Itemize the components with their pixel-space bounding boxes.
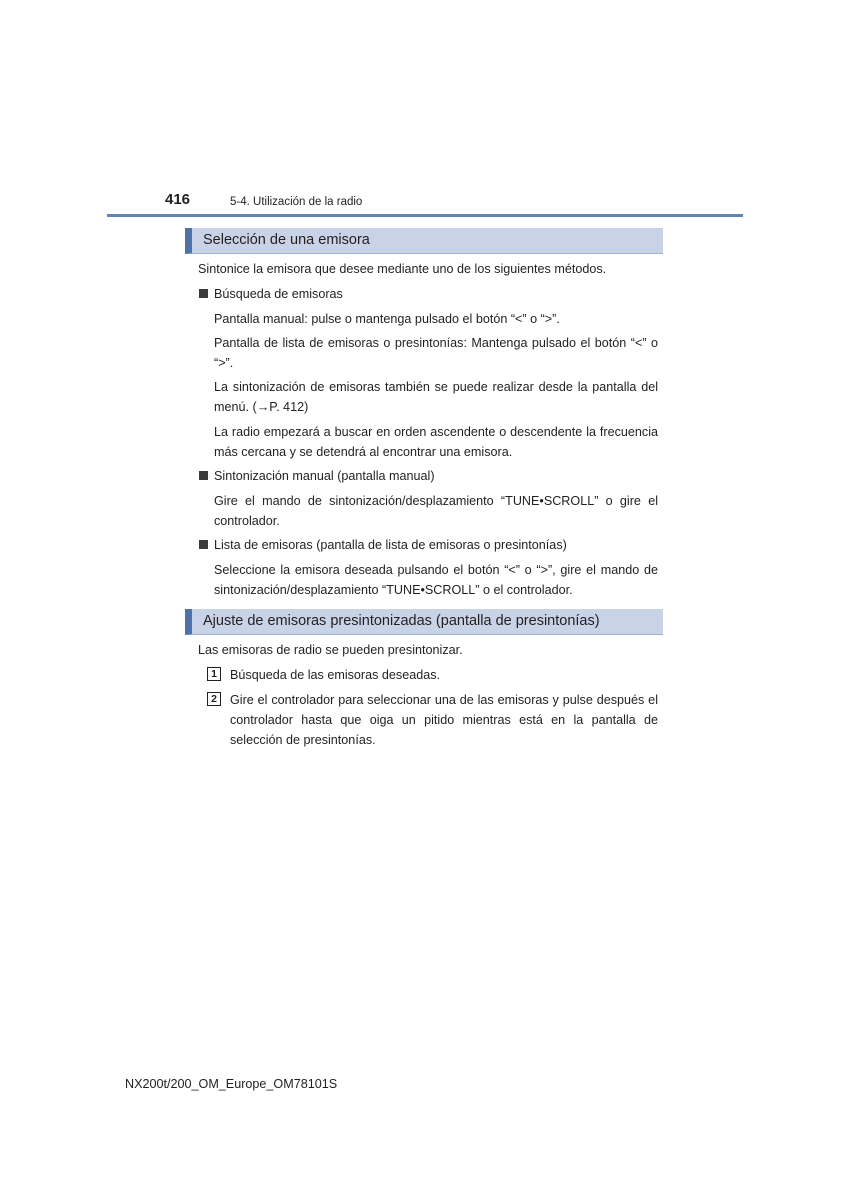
paragraph: La radio empezará a buscar en orden ascendente o descendente la frecuencia más cercana y se detendrá al encontrar una emisora. xyxy=(214,425,658,459)
paragraph: Pantalla de lista de emisoras o presintonías: Mantenga pulsado el botón “<” o “>”. xyxy=(214,336,658,370)
section-title: Selección de una emisora xyxy=(203,232,370,248)
bullet-square-icon xyxy=(199,540,208,549)
item-heading: Lista de emisoras (pantalla de lista de emisoras o presintonías) xyxy=(214,538,567,552)
paragraph: Gire el mando de sintonización/desplazamiento “TUNE•SCROLL” o gire el controlador. xyxy=(214,494,658,528)
paragraph: Pantalla manual: pulse o mantenga pulsado el botón “<” o “>”. xyxy=(214,312,560,326)
step-text: Búsqueda de las emisoras deseadas. xyxy=(230,668,441,682)
step-number-box: 2 xyxy=(207,692,221,706)
section-intro: Las emisoras de radio se pueden presintonizar. xyxy=(198,643,463,657)
step-text: Gire el controlador para seleccionar una de las emisoras y pulse después el controlador hasta que oiga un pitido mientras está en la pantalla de selección de presintonías. xyxy=(230,693,658,747)
header-rule xyxy=(107,214,743,217)
step-number-box: 1 xyxy=(207,667,221,681)
paragraph: Seleccione la emisora deseada pulsando el botón “<” o “>”, gire el mando de sintonización/desplazamiento “TUNE•SCROLL” o el controlador. xyxy=(214,563,658,597)
document-code: NX200t/200_OM_Europe_OM78101S xyxy=(125,1077,338,1091)
running-head: 5-4. Utilización de la radio xyxy=(230,196,363,208)
section-heading-bar xyxy=(185,609,663,635)
page-number: 416 xyxy=(165,191,191,208)
section-heading-bar xyxy=(185,228,663,254)
section-title: Ajuste de emisoras presintonizadas (pantalla de presintonías) xyxy=(203,613,600,629)
section-intro: Sintonice la emisora que desee mediante uno de los siguientes métodos. xyxy=(198,262,607,276)
item-heading: Búsqueda de emisoras xyxy=(214,287,343,301)
item-heading: Sintonización manual (pantalla manual) xyxy=(214,469,435,483)
paragraph: La sintonización de emisoras también se puede realizar desde la pantalla del menú. (→P. 412) xyxy=(214,380,658,414)
bullet-square-icon xyxy=(199,471,208,480)
bullet-square-icon xyxy=(199,289,208,298)
